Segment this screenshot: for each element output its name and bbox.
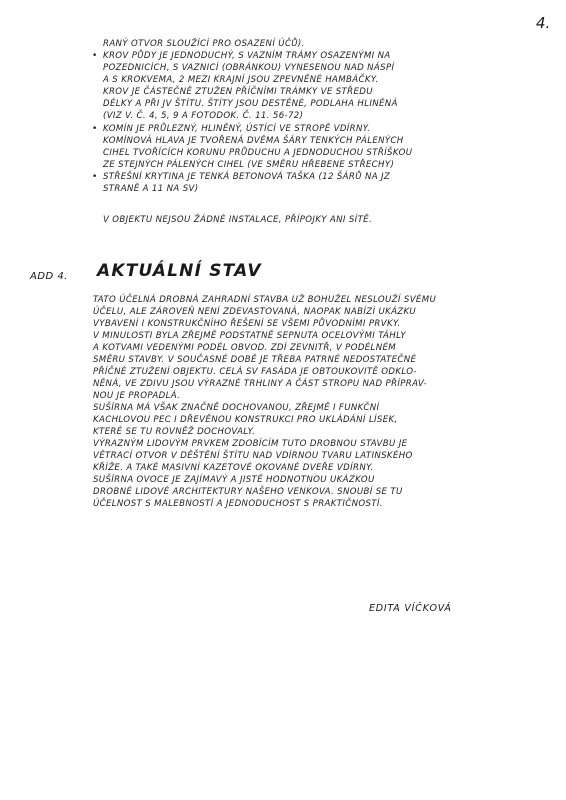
top-line-9: CIHEL TVOŘÍCÍCH KORUNU PRŮDUCHU A JEDNODUCHOU STŘÍŠKOU: [103, 148, 413, 158]
body-line-15: SUŠÍRNA OVOCE JE ZAJÍMAVÝ A JISTĚ HODNOTNOU UKÁZKOU: [93, 475, 375, 485]
body-line-3: V MINULOSTI BYLA ZŘEJMĚ PODSTATNĚ SEPNUTA OCELOVÝMI TÁHLY: [93, 331, 407, 341]
signature: EDITA VÍČKOVÁ: [369, 603, 452, 614]
body-line-11: KTERÉ SE TU ROVNĚŽ DOCHOVALY.: [93, 427, 256, 437]
bullet-dot: •: [92, 172, 98, 182]
top-line-7: KOMÍN JE PRŮLEZNÝ, HLINĚNÝ, ÚSTÍCÍ VE STROPĚ VDÍRNY.: [103, 124, 371, 134]
top-line-11: STŘEŠNÍ KRYTINA JE TENKÁ BETONOVÁ TAŠKA (12 ŠÁRŮ NA JZ: [103, 172, 391, 182]
body-line-16: DROBNÉ LIDOVÉ ARCHITEKTURY NAŠEHO VENKOVA. SNOUBÍ SE TU: [93, 487, 403, 497]
body-line-0: TATO ÚČELNÁ DROBNÁ ZAHRADNÍ STAVBA UŽ BOHUŽEL NESLOUŽÍ SVÉMU: [93, 295, 437, 305]
body-line-2: VYBAVENÍ I KONSTRUKČNÍHO ŘEŠENÍ SE VŠEMI PŮVODNÍMI PRVKY.: [93, 319, 401, 329]
top-line-0: RANÝ OTVOR SLOUŽÍCÍ PRO OSAZENÍ ÚČŮ).: [103, 39, 305, 49]
body-line-13: VĚTRACÍ OTVOR V DĚŠTĚNÍ ŠTÍTU NAD VDÍRNOU TVARU LATINSKÉHO: [93, 451, 413, 461]
top-line-1: KROV PŮDY JE JEDNODUCHÝ, S VAZNÍM TRÁMY OSAZENÝMI NA: [103, 51, 391, 61]
top-line-10: ZE STEJNÝCH PÁLENÝCH CIHEL (VE SMĚRU HŘEBENE STŘECHY): [103, 160, 395, 170]
bullet-dot: •: [92, 124, 98, 134]
top-line-5: DÉLKY A PŘI JV ŠTÍTU. ŠTÍTY JSOU DESTĚNÉ, PODLAHA HLINĚNÁ: [103, 99, 398, 109]
body-line-7: NĚNÁ, VE ZDIVU JSOU VÝRAZNÉ TRHLINY A ČÁST STROPU NAD PŘÍPRAV-: [93, 379, 427, 389]
body-line-17: ÚČELNOST S MALEBNOSTÍ A JEDNODUCHOST S PRAKTIČNOSTÍ.: [93, 499, 383, 509]
top-line-4: KROV JE ČÁSTEČNĚ ZTUŽEN PŘÍČNÍMI TRÁMKY VE STŘEDU: [103, 87, 373, 97]
top-line-3: A S KROKVEMA, 2 MEZI KRAJNÍ JSOU ZPEVNĚNÉ HAMBÁČKY.: [103, 75, 379, 85]
top-line-8: KOMÍNOVÁ HLAVA JE TVOŘENÁ DVĚMA ŠÁRY TENKÝCH PÁLENÝCH: [103, 136, 404, 146]
body-line-8: NOU JE PROPADLÁ.: [93, 391, 181, 401]
body-line-1: ÚČELU, ALE ZÁROVEŇ NENÍ ZDEVASTOVANÁ, NAOPAK NABÍZÍ UKÁZKU: [93, 307, 417, 317]
bullet-dot: •: [92, 51, 98, 61]
page-number: 4.: [536, 14, 551, 32]
body-line-9: SUŠÍRNA MÁ VŠAK ZNAČNĚ DOCHOVANOU, ZŘEJMĚ I FUNKČNÍ: [93, 403, 380, 413]
body-line-5: SMĚRU STAVBY. V SOUČASNÉ DOBĚ JE TŘEBA PATRNÉ NEDOSTATEČNÉ: [93, 355, 417, 365]
top-line-6: (VIZ V. Č. 4, 5, 9 A FOTODOK. Č. 11. 56-72): [103, 111, 304, 121]
top-line-2: POZEDNICÍCH, S VAZNICÍ (OBRÁNKOU) VYNESENOU NAD NÁSPÍ: [103, 63, 395, 73]
no-installations-line: V OBJEKTU NEJSOU ŽÁDNÉ INSTALACE, PŘÍPOJKY ANI SÍTĚ.: [103, 215, 373, 225]
body-line-12: VÝRAZNÝM LIDOVÝM PRVKEM ZDOBÍCÍM TUTO DROBNOU STAVBU JE: [93, 439, 408, 449]
body-line-4: A KOTVAMI VEDENÝMI PODÉL OBVOD. ZDÍ ZEVNITŘ, V PODÉLNÉM: [93, 343, 397, 353]
body-line-14: KŘÍŽE. A TAKÉ MASIVNÍ KAZETOVÉ OKOVANÉ DVEŘE VDÍRNY.: [93, 463, 374, 473]
body-line-6: PŘÍČNÉ ZTUŽENÍ OBJEKTU. CELÁ SV FASÁDA JE OBTOUKOVITĚ ODKLO-: [93, 367, 417, 377]
section-label: ADD 4.: [30, 271, 68, 282]
section-heading: AKTUÁLNÍ STAV: [97, 261, 262, 281]
body-line-10: KACHLOVOU PEC I DŘEVĚNOU KONSTRUKCI PRO UKLÁDÁNÍ LÍSEK,: [93, 415, 398, 425]
top-line-12: STRANĚ A 11 NA SV): [103, 184, 199, 194]
